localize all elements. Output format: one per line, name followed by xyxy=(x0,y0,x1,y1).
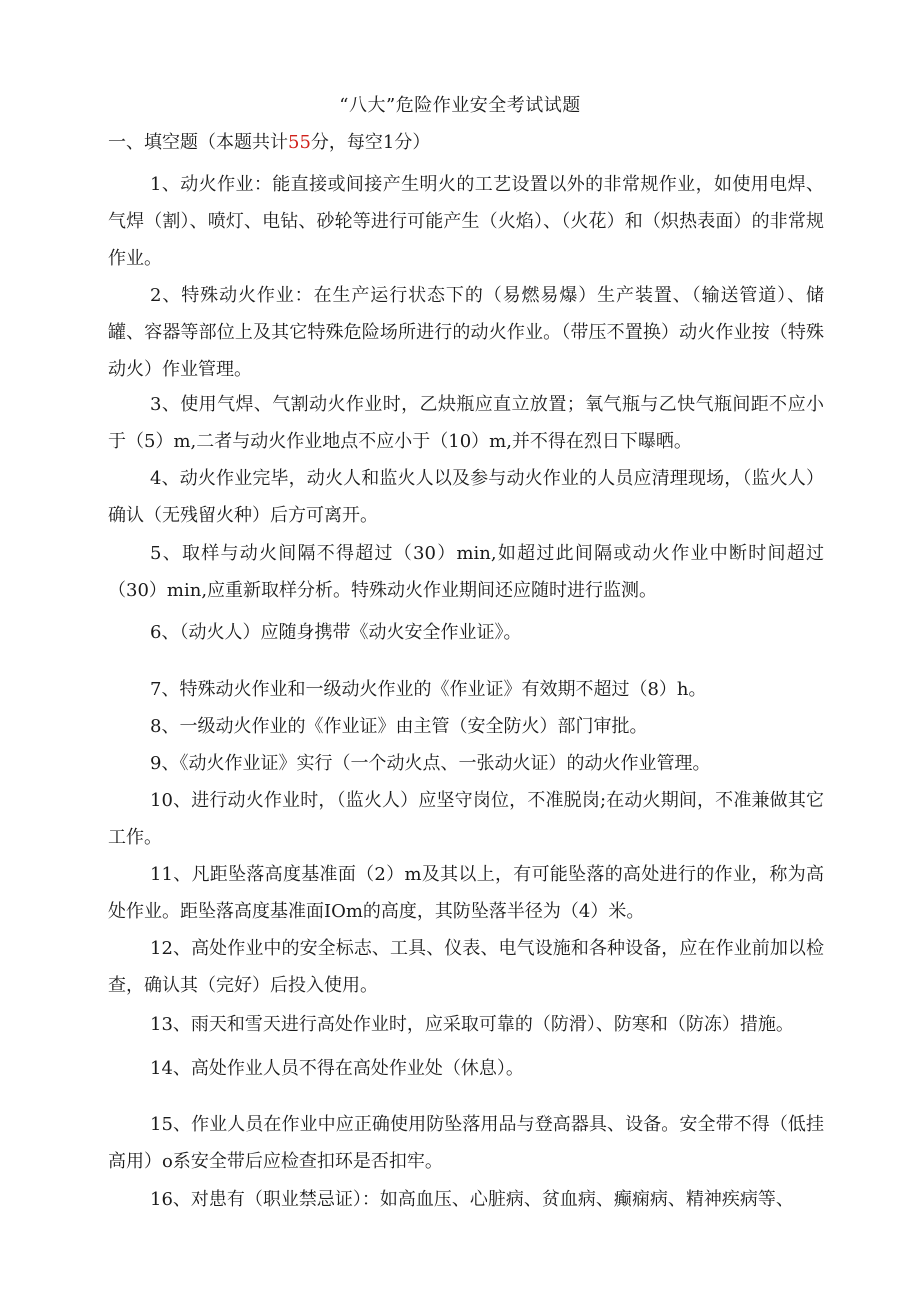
page-title: “八大”危险作业安全考试试题 xyxy=(339,95,581,116)
question-11: 11、凡距坠落高度基准面（2）m及其以上，有可能坠落的高处进行的作业，称为高处作业。距坠落高度基准面IOm的高度，其防坠落半径为（4）米。 xyxy=(108,864,824,922)
question-5: 5、取样与动火间隔不得超过（30）min,如超过此间隔或动火作业中断时间超过（30）min,应重新取样分析。特殊动火作业期间还应随时进行监测。 xyxy=(108,543,824,601)
question-13: 13、雨天和雪天进行高处作业时，应采取可靠的（防滑）、防寒和（防冻）措施。 xyxy=(150,1014,794,1035)
question-4: 4、动火作业完毕，动火人和监火人以及参与动火作业的人员应清理现场，（监火人）确认（无残留火种）后方可离开。 xyxy=(108,468,824,526)
question-3: 3、使用气焊、气割动火作业时，乙炔瓶应直立放置；氧气瓶与乙快气瓶间距不应小于（5）m,二者与动火作业地点不应小于（10）m,并不得在烈日下曝晒。 xyxy=(108,394,824,452)
question-15: 15、作业人员在作业中应正确使用防坠落用品与登高器具、设备。安全带不得（低挂高用）o系安全带后应检查扣环是否扣牢。 xyxy=(108,1114,824,1172)
question-12: 12、高处作业中的安全标志、工具、仪表、电气设施和各种设备，应在作业前加以检查，确认其（完好）后投入使用。 xyxy=(108,938,824,996)
question-2: 2、特殊动火作业：在生产运行状态下的（易燃易爆）生产装置、（输送管道）、储罐、容器等部位上及其它特殊危险场所进行的动火作业。（带压不置换）动火作业按（特殊动火）作业管理。 xyxy=(108,285,824,380)
total-points: 55 xyxy=(288,132,311,153)
question-16: 16、对患有（职业禁忌证）：如高血压、心脏病、贫血病、癫痫病、精神疾病等、 xyxy=(150,1189,794,1210)
question-9: 9、《动火作业证》实行（一个动火点、一张动火证）的动火作业管理。 xyxy=(150,753,711,774)
section-heading xyxy=(108,129,430,157)
question-7: 7、特殊动火作业和一级动火作业的《作业证》有效期不超过（8）h。 xyxy=(150,679,707,700)
question-8: 8、一级动火作业的《作业证》由主管（安全防火）部门审批。 xyxy=(150,716,648,737)
question-1: 1、动火作业：能直接或间接产生明火的工艺设置以外的非常规作业，如使用电焊、气焊（割）、喷灯、电钻、砂轮等进行可能产生（火焰）、（火花）和（炽热表面）的非常规作业。 xyxy=(108,174,824,269)
question-10: 10、进行动火作业时，（监火人）应坚守岗位，不准脱岗;在动火期间，不准兼做其它工作。 xyxy=(108,790,824,848)
question-14: 14、高处作业人员不得在高处作业处（休息）。 xyxy=(150,1058,524,1079)
question-6: 6、（动火人）应随身携带《动火安全作业证》。 xyxy=(150,622,522,643)
section-heading-prefix: 一、填空题（本题共计 xyxy=(108,132,288,153)
section-heading-suffix: 分，每空1分） xyxy=(310,132,431,153)
